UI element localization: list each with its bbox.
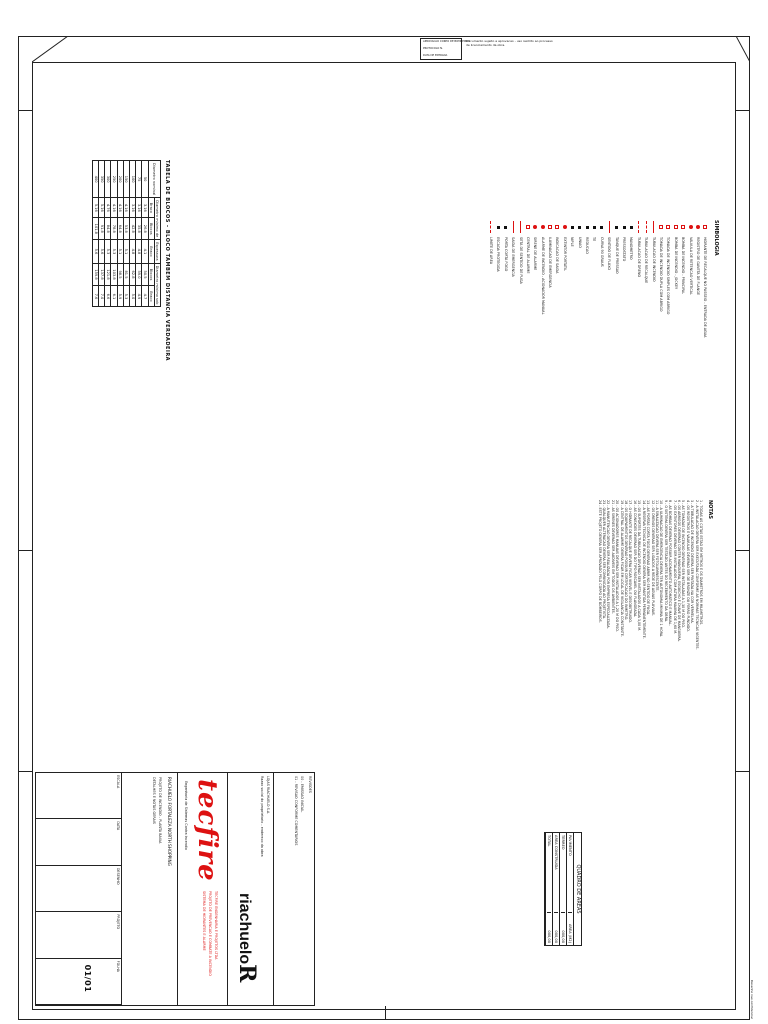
legend-item — [583, 220, 590, 337]
project-area — [121, 773, 178, 1005]
legend-symbol-icon — [570, 220, 575, 234]
note-line: 4 - OS REGISTROS E VALVULAS DEVERAO SER DE BRONZE OU FERRO FUNDIDO. — [685, 500, 690, 632]
note-line: 19 - A CENTRAL DE ALARME DEVERA FICAR EM LOCAL DE VIGILANCIA CONSTANTE. — [619, 500, 624, 637]
areas-block — [544, 832, 582, 946]
legend-symbol-icon — [629, 220, 634, 234]
footer-note: Desenho nao confidencial — [750, 980, 754, 1019]
table-header: Diametro minimo de — [154, 198, 160, 240]
table-cell: 7.0 — [99, 286, 105, 307]
legend-item — [561, 220, 568, 337]
table-cell: 5.6 — [99, 240, 105, 263]
legend-item — [591, 220, 598, 337]
table-row — [130, 161, 136, 307]
table-cell: 101.8 — [92, 218, 98, 240]
note-line: 5 - AS TOMADAS DE INCENDIO DEVERAO SER INSTALADAS A 1,30 M DO PISO. — [681, 500, 686, 628]
table-cell: 103.8 — [111, 263, 117, 286]
legend-item — [687, 220, 694, 337]
legend-label: EXTINTOR PORTATIL — [562, 237, 567, 271]
project-line: RIACHUELO FORTALEZA NORTH SHOPPING — [167, 777, 172, 866]
brand-logo: tecfire — [192, 779, 222, 882]
table-cell: 5.9 — [117, 286, 123, 307]
legend-label: REGISTRO DE GAVETA DE FLANGE — [695, 237, 700, 296]
table-cell: 5.16 — [92, 198, 98, 218]
table-cell: 159.8 — [92, 263, 98, 286]
owner-logo-area — [227, 773, 274, 1005]
table-cell: 350 — [99, 161, 105, 198]
legend-item — [532, 220, 539, 337]
zone-tick — [18, 771, 32, 772]
table-cell: 4.8 — [136, 240, 142, 263]
field-cell — [36, 773, 122, 819]
legend-item — [569, 220, 576, 337]
notes-block — [597, 500, 712, 755]
note-line: 9 - O SISTEMA DEVERA SER TESTADO ANTES DO RECEBIMENTO DA OBRA. — [663, 500, 668, 622]
table-cell: 84.8 — [105, 218, 111, 240]
note-line: 21 - AS SIRENES DEVERAO SER AUDIVEIS EM TODOS OS AMBIENTES. — [610, 500, 615, 614]
note-line: 7 - OS EXTINTORES DEVERAO SER INSTALADOS COM ALTURA MAXIMA DE 1,60 M. — [672, 500, 677, 635]
legend-item — [694, 220, 701, 337]
table-title: TABELA DE BLOCOS - BLOCO TAMBEM DISTANCIA VERDADEIRA — [164, 160, 170, 362]
legend-symbol-icon — [577, 220, 582, 234]
table-cell: 62.8 — [130, 263, 136, 286]
legend-symbol-icon — [488, 220, 493, 234]
table-row — [92, 161, 98, 307]
areas-title: QUADRO DE AREAS — [573, 833, 581, 945]
legend-label: UNIAO — [577, 237, 582, 248]
legend-symbol-icon — [511, 220, 516, 234]
field-label: PROJETO — [116, 914, 120, 930]
table-header-row — [154, 161, 160, 307]
areas-cell: 000,00 — [554, 930, 558, 943]
note-line: 14 - A RESERVA TECNICA DE INCENDIO DEVERA SER MANTIDA PERMANENTEMENTE. — [641, 500, 646, 639]
legend-label: CURVA 90 GRAUS — [599, 237, 604, 267]
table-cell: 137.8 — [99, 263, 105, 286]
table-subheader: Blocos — [148, 218, 154, 240]
areas-cell: 000,00 — [547, 930, 551, 943]
field-label: DESENHO — [116, 867, 120, 885]
field-label: ESCALA — [116, 775, 120, 789]
legend-label: TUBULACAO DE DRENO — [636, 237, 641, 278]
legend-symbol-icon — [658, 220, 663, 234]
revisions-label: REVISOES — [308, 776, 312, 793]
table-cell: 75 — [136, 161, 142, 198]
corner-diagonal — [32, 36, 68, 62]
table-row — [99, 161, 105, 307]
stamp-line: DATA DE ENTRADA — [423, 54, 448, 57]
legend-symbol-icon — [496, 220, 501, 234]
table-cell: 3.16 — [130, 198, 136, 218]
table-subheader: Braco — [148, 198, 154, 218]
table-cell: 4.16 — [123, 198, 129, 218]
legend-symbol-icon — [681, 220, 686, 234]
table-body — [92, 161, 148, 307]
zone-tick — [18, 110, 32, 111]
legend-label: MANOMETRO — [629, 237, 634, 260]
table-cell: 4.9 — [136, 286, 142, 307]
legend-item — [650, 220, 657, 337]
field-cell — [36, 959, 122, 1005]
legend-symbol-icon — [585, 220, 590, 234]
legend-label: ILUMINACAO DE EMERGENCIA — [548, 237, 553, 288]
note-line: 15 - OS SUPORTES DA TUBULACAO DEVERAO SER INSTALADOS A CADA 3,00 M. — [637, 500, 642, 632]
legend-item — [672, 220, 679, 337]
zone-tick — [736, 771, 750, 772]
legend-item — [502, 220, 509, 337]
table-subheader: Blocos — [148, 263, 154, 286]
areas-cell: TERREO — [561, 833, 565, 913]
legend-label: SIRENE DE ALARME — [533, 237, 538, 271]
table-cell: 5.3 — [123, 286, 129, 307]
note-line: 22 - A MANUTENCAO DEVERA SER REALIZADA POR EMPRESA ESPECIALIZADA. — [606, 500, 611, 629]
zone-tick — [736, 110, 750, 111]
legend-symbol-icon — [651, 220, 656, 234]
note-line: 23 - QUALQUER ALTERACAO DEVERA SER COMUNICADA AO PROJETISTA. — [602, 500, 607, 619]
table-cell: 35.8 — [136, 218, 142, 240]
legend-symbol-icon — [592, 220, 597, 234]
table-cell: 200 — [117, 161, 123, 198]
legend-symbol-icon — [518, 220, 523, 234]
legend-item — [524, 220, 531, 337]
areas-table — [544, 832, 582, 946]
table-cell: 5.6 — [92, 240, 98, 263]
table-cell: 4.16 — [117, 198, 123, 218]
table-cell: 5.1 — [117, 240, 123, 263]
note-line: 16 - AS CONEXOES DEVERAO SER DO TIPO ROSCAVEL OU FLANGEADA. — [632, 500, 637, 618]
note-line: 3 - A TUBULACAO DE INCENDIO DEVERA SER PINTADA NA COR VERMELHA. — [690, 500, 695, 624]
legend-symbol-icon — [666, 220, 671, 234]
note-line: 6 - OS ABRIGOS DEVERAO CONTER MANGUEIRA, ESGUICHO E CHAVE DE MANGUEIRA. — [676, 500, 681, 642]
stamp-line: APROVACAO CORPO DE BOMBEIROS — [423, 40, 471, 43]
areas-cell: AREA CONSTRUIDA — [554, 833, 558, 913]
legend-symbol-icon — [548, 220, 553, 234]
revisions-area — [273, 773, 314, 1005]
table-cell: 78.8 — [111, 218, 117, 240]
zone-tick — [736, 550, 750, 551]
legend-label: TUBULACAO DE INCENDIO — [651, 237, 656, 282]
field-cell — [36, 819, 122, 865]
table-subheader: Braco — [148, 286, 154, 307]
legend-symbol-icon — [644, 220, 649, 234]
legend-title: SIMBOLOGIA — [713, 220, 719, 256]
table-row — [123, 161, 129, 307]
legend-symbol-icon — [562, 220, 567, 234]
legend-label: TANQUE DE PRESSAO — [614, 237, 619, 274]
legend-symbol-icon — [703, 220, 708, 234]
note-line: 20 - OS ACIONADORES MANUAIS DEVERAO SER INSTALADOS A 1,20 M DO PISO. — [615, 500, 620, 632]
table-row — [142, 161, 148, 307]
legend-symbol-icon — [622, 220, 627, 234]
company-line: PROJETO DE PREVENCAO E COMBATE A INCENDIO — [208, 891, 212, 976]
legend-symbol-icon — [614, 220, 619, 234]
legend-label: ALARME DE INCENDIO - ACIONADOR MANUAL — [540, 237, 545, 315]
table-cell: 4.76 — [105, 198, 111, 218]
table-cell: 59.0 — [136, 263, 142, 286]
legend-item — [702, 220, 709, 337]
revision-row: 01 - REVISAO CONFORME COMENTARIOS — [294, 776, 298, 846]
legend-block — [487, 220, 718, 337]
pipe-table — [92, 160, 161, 307]
table-cell: 121.8 — [105, 263, 111, 286]
areas-cell: 000,00 — [561, 930, 565, 943]
legend-item — [546, 220, 553, 337]
legend-item — [554, 220, 561, 337]
legend-symbol-icon — [503, 220, 508, 234]
legend-symbol-icon — [533, 220, 538, 234]
brand-area — [177, 773, 228, 1005]
zone-tick — [18, 550, 32, 551]
table-cell: 50.5 — [142, 263, 148, 286]
table-header: Diametro minimo sob — [154, 263, 160, 307]
project-line: PROJETO DE INCENDIO - PLANTA BAIXA — [158, 777, 162, 844]
legend-label: REDUCAO — [585, 237, 590, 254]
table-row — [105, 161, 111, 307]
owner-logo-text: riachuelo — [236, 893, 253, 965]
legend-label: PORTA CORTA FOGO — [503, 237, 508, 272]
company-line: SISTEMA DE HIDRANTES E ALARME — [202, 891, 206, 951]
legend-label: LIMITE DE AREA — [488, 237, 493, 265]
note-line: 18 - OS EQUIPAMENTOS DEVERAO POSSUIR CERTIFICACAO DO INMETRO. — [624, 500, 629, 621]
table-cell: 300 — [105, 161, 111, 198]
note-line: 1 - TODAS AS COTAS ESTAO EM METROS E OS DIAMETROS EM MILIMETROS. — [699, 500, 703, 626]
areas-row — [566, 833, 573, 945]
note-line: 13 - AS PORTAS CORTA FOGO DEVERAO ABRIR NO SENTIDO DE FUGA. — [646, 500, 651, 616]
legend-item — [665, 220, 672, 337]
legend-label: CENTRAL DE ALARME — [525, 237, 530, 274]
table-cell: 50 — [142, 161, 148, 198]
field-cell — [36, 866, 122, 912]
notes-list — [597, 500, 703, 755]
legend-symbol-icon — [540, 220, 545, 234]
client-name: LOJAS RIACHUELO S.A. — [266, 776, 270, 815]
table-cell: 91.8 — [99, 218, 105, 240]
table-cell: 53.8 — [123, 218, 129, 240]
legend-label: BOMBA DE INCENDIO - JOCKEY — [673, 237, 678, 290]
legend-item — [487, 220, 494, 337]
pipe-table-block — [92, 160, 170, 361]
table-cell: 7.6 — [92, 286, 98, 307]
table-cell: 400 — [92, 161, 98, 198]
areas-row — [545, 833, 552, 945]
table-cell: 5.3 — [105, 240, 111, 263]
table-cell: 64.8 — [117, 218, 123, 240]
project-line: DETALHES E NOTAS GERAIS — [152, 777, 156, 824]
table-cell: 5.16 — [99, 198, 105, 218]
legend-label: SETA DE SENTIDO DE FUGA — [518, 237, 523, 284]
table-subheader: Braco — [148, 240, 154, 263]
table-cell: 81.5 — [123, 263, 129, 286]
field-cell — [36, 912, 122, 958]
legend-item — [509, 220, 516, 337]
stamp-line: PROTOCOLO N. — [423, 47, 443, 50]
table-cell: 250 — [111, 161, 117, 198]
table-cell: 100 — [130, 161, 136, 198]
legend-label: TUBULACAO DE RECALQUE — [644, 237, 649, 284]
legend-label: VALVULA DE RETENCAO VERTICAL — [688, 237, 693, 295]
table-row — [136, 161, 142, 307]
legend-item — [613, 220, 620, 337]
owner-logo-mark: R — [234, 964, 260, 983]
legend-label: ESCADA PROTEGIDA — [496, 237, 501, 272]
client-sub: Razao social do proprietario - endereco da obra — [260, 776, 264, 857]
approval-stamp — [420, 38, 471, 60]
areas-row — [559, 833, 566, 945]
legend-item — [679, 220, 686, 337]
owner-logo — [234, 893, 260, 982]
areas-rows — [545, 833, 573, 945]
table-cell: 3.16 — [136, 198, 142, 218]
note-line: 12 - OS DRENOS DEVERAO SER LIGADOS A REDE DE AGUAS PLUVIAIS. — [650, 500, 655, 616]
table-cell: 5.0 — [130, 286, 136, 307]
table-cell: 5.1 — [123, 240, 129, 263]
table-cell: 4.1 — [142, 240, 148, 263]
legend-item — [598, 220, 605, 337]
revision-row: 00 - EMISSAO INICIAL — [300, 776, 304, 813]
title-block — [35, 772, 315, 1006]
table-row — [111, 161, 117, 307]
table-cell: 6.1 — [111, 286, 117, 307]
legend-item — [517, 220, 524, 337]
corner-diagonal-right — [736, 36, 750, 62]
legend-symbol-icon — [555, 220, 560, 234]
field-label: DATA — [116, 821, 120, 831]
legend-label: TE — [592, 237, 597, 242]
areas-cell: AREA (M2) — [568, 923, 572, 943]
table-header: Espessura — [154, 240, 160, 263]
legend-label: TOMADA DE INCENDIO DUPLA COM ABRIGO — [658, 237, 663, 312]
legend-label: INDICACAO DE SAIDA — [555, 237, 560, 274]
legend-item — [495, 220, 502, 337]
legend-item — [620, 220, 627, 337]
table-header: Diametro nominal — [148, 161, 160, 198]
legend-symbol-icon — [636, 220, 641, 234]
table-cell: 5.3 — [111, 240, 117, 263]
legend-symbol-icon — [607, 220, 612, 234]
legend-symbol-icon — [673, 220, 678, 234]
field-label: FOLHA — [116, 960, 120, 973]
legend-item — [628, 220, 635, 337]
legend-symbol-icon — [525, 220, 530, 234]
legend-label: BOMBA DE INCENDIO - PRINCIPAL — [681, 237, 686, 294]
legend-item — [576, 220, 583, 337]
legend-label: HIDRANTE DE RECALQUE NO PASSEIO - ENTRADA DE AGUA — [703, 237, 708, 338]
company-line: TECFIRE ENGENHARIA E PROJETOS LTDA — [214, 891, 218, 960]
table-cell: 4.8 — [130, 240, 136, 263]
legend-item — [635, 220, 642, 337]
table-cell: 26.8 — [142, 218, 148, 240]
zone-tick — [385, 1006, 386, 1020]
areas-cell: TOTAL — [547, 833, 551, 913]
legend-item — [642, 220, 649, 337]
legend-symbol-icon — [695, 220, 700, 234]
table-row — [117, 161, 123, 307]
table-cell: 6.6 — [105, 286, 111, 307]
note-line: 2 - A INSTALACAO DEVERA SER EXECUTADA CONFORME AS NORMAS TECNICAS VIGENTES. — [694, 500, 699, 650]
legend-list — [487, 220, 709, 337]
table-cell: 98.5 — [117, 263, 123, 286]
stamp-note: Documento sujeito a aprovacao - uso restrito ao processo de licenciamento da obra. — [466, 39, 553, 47]
legend-label: SENTIDO DE FLUXO — [607, 237, 612, 271]
legend-symbol-icon — [688, 220, 693, 234]
note-line: 17 - O HIDRANTE DE RECALQUE DEVERA FICAR VISIVEL E DESOBSTRUIDO. — [628, 500, 633, 623]
table-cell: 4.7 — [142, 286, 148, 307]
note-line: 24 - ESTE PROJETO DEVERA SER APROVADO PELO CORPO DE BOMBEIROS. — [597, 500, 602, 623]
legend-symbol-icon — [599, 220, 604, 234]
areas-cell: PAVIMENTO — [568, 833, 572, 913]
table-cell: 3.16 — [142, 198, 148, 218]
areas-row — [552, 833, 559, 945]
table-cell: 4.16 — [111, 198, 117, 218]
legend-label: TOMADA DE INCENDIO SIMPLES COM ABRIGO — [666, 237, 671, 315]
brand-sub: Engenharia de Sistemas Contra Incendio — [184, 781, 188, 851]
legend-item — [657, 220, 664, 337]
notes-title: NOTAS — [707, 500, 713, 519]
sheet-number: 01/01 — [83, 964, 92, 993]
legend-label: NIPLE — [570, 237, 575, 247]
legend-label: SAIDA DE EMERGENCIA — [511, 237, 516, 277]
note-line: 11 - A SINALIZACAO DEVERA SER FOTOLUMINESCENTE. — [654, 500, 659, 592]
note-line: 8 - AS BOMBAS DEVERAO POSSUIR ACIONAMENTO AUTOMATICO E MANUAL. — [668, 500, 673, 626]
table-cell: 42.8 — [130, 218, 136, 240]
legend-item — [539, 220, 546, 337]
table-cell: 150 — [123, 161, 129, 198]
fields-area — [36, 773, 122, 1005]
note-line: 10 - A ILUMINACAO DE EMERGENCIA DEVERA TER AUTONOMIA MINIMA DE 1 HORA. — [659, 500, 664, 638]
legend-label: PRESSOSTATO — [622, 237, 627, 262]
legend-item — [606, 220, 613, 337]
